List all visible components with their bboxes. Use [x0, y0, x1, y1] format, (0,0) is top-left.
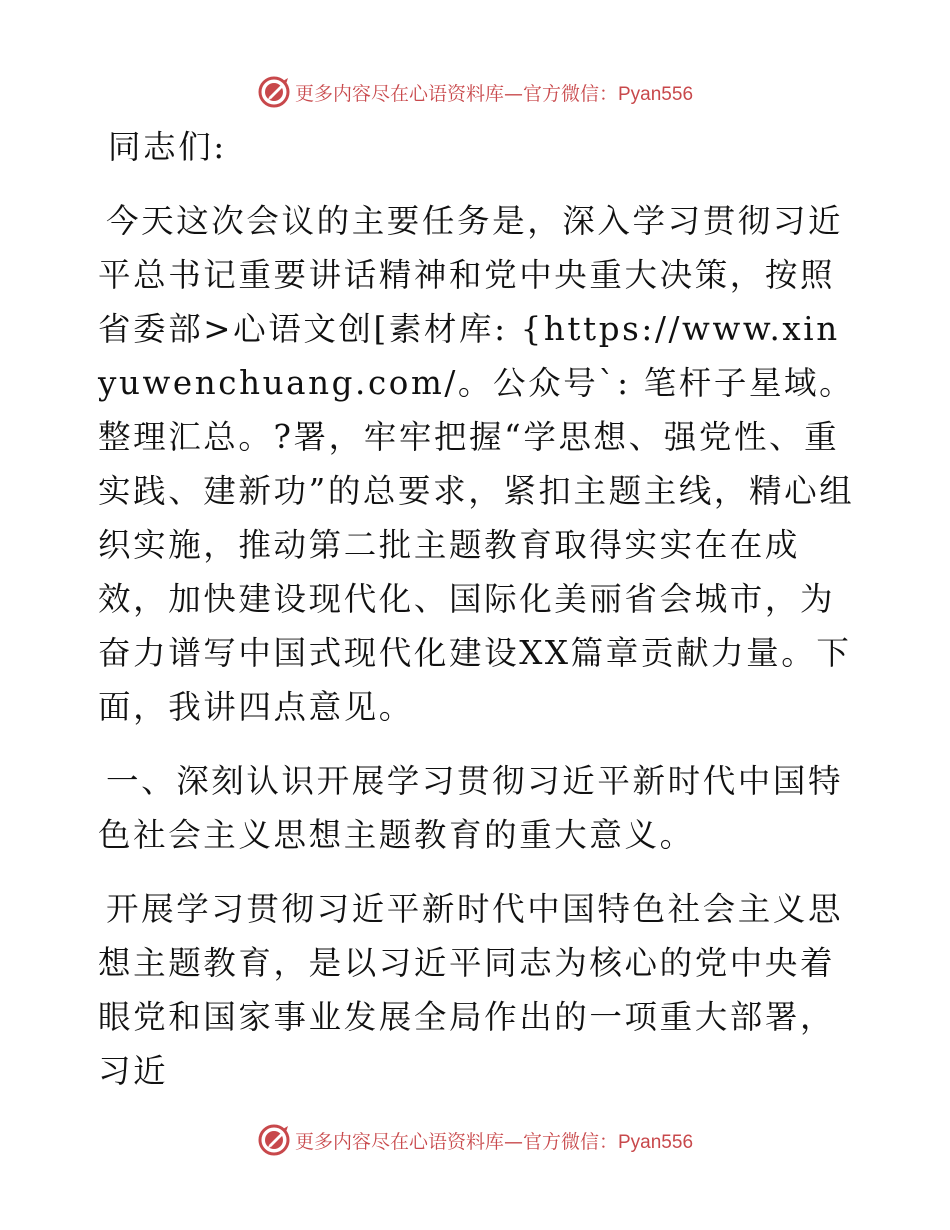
- footer-watermark: [0, 1120, 950, 1160]
- header-watermark: [0, 72, 950, 112]
- watermark-id: Pyan556: [618, 83, 694, 105]
- watermark-text: [295, 1127, 693, 1154]
- greeting-line: 同志们:: [108, 128, 227, 166]
- watermark-separator: —: [503, 1130, 523, 1153]
- paragraph-section-1: 开展学习贯彻习近平新时代中国特色社会主义思想主题教育，是以习近平同志为核心的党中央着眼党和国家事业发展全局作出的一项重大部署，习近: [98, 890, 844, 1090]
- watermark-main-text: 更多内容尽在心语资料库: [294, 1130, 504, 1153]
- watermark-id: Pyan556: [618, 1131, 694, 1153]
- watermark-label: 官方微信：: [522, 1130, 618, 1153]
- paragraph-intro: 今天这次会议的主要任务是，深入学习贯彻习近平总书记重要讲话精神和党中央重大决策，按照省委部>心语文创[素材库: {https://www.xinyuwenchuang.com/。公众号`: 笔杆子星域。整理汇总。?署，牢牢把握“学思想、强党性、重实践、建新功”的总要求，紧扣主题主线，精心组织实施，推动第二批主题教育取得实实在在成效，加快建设现代化、国际化美丽省会城市，为奋力谱写中国式现代化建设XX篇章贡献力量。下面，我讲四点意见。: [98, 202, 855, 726]
- pen-logo-icon: [257, 75, 291, 109]
- pen-logo-icon: [257, 1123, 291, 1157]
- watermark-text: [295, 79, 693, 106]
- watermark-separator: —: [503, 82, 523, 105]
- section-heading-1: 一、深刻认识开展学习贯彻习近平新时代中国特色社会主义思想主题教育的重大意义。: [98, 762, 844, 854]
- watermark-label: 官方微信：: [522, 82, 618, 105]
- watermark-main-text: 更多内容尽在心语资料库: [294, 82, 504, 105]
- document-body: [98, 120, 858, 1118]
